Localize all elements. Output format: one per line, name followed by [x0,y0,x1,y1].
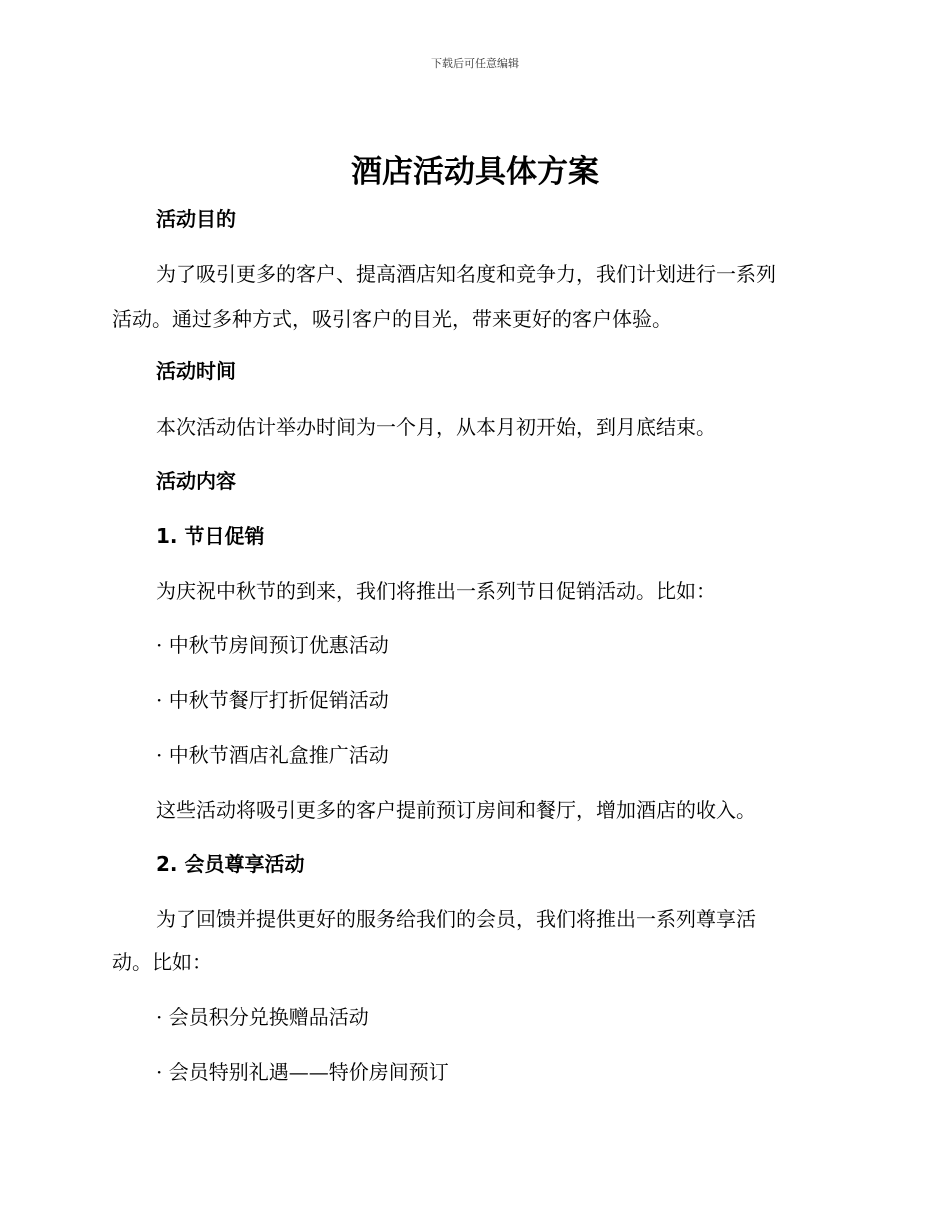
document-title: 酒店活动具体方案 [351,154,599,190]
purpose-paragraph-line-1: 为了吸引更多的客户、提高酒店知名度和竞争力，我们计划进行一系列 [156,262,776,286]
time-paragraph: 本次活动估计举办时间为一个月，从本月初开始，到月底结束。 [156,415,716,439]
subsection-heading-festival-promotion: 1. 节日促销 [156,524,265,548]
list-item: · 中秋节房间预订优惠活动 [156,633,389,657]
section-heading-content: 活动内容 [156,469,236,493]
section-heading-purpose: 活动目的 [156,207,236,231]
subsection-heading-member-activity: 2. 会员尊享活动 [156,852,305,876]
purpose-paragraph-line-2: 活动。通过多种方式，吸引客户的目光，带来更好的客户体验。 [112,307,672,331]
section-heading-time: 活动时间 [156,359,236,383]
member-activity-intro-line-2: 动。比如： [112,950,212,974]
member-activity-intro-line-1: 为了回馈并提供更好的服务给我们的会员，我们将推出一系列尊享活 [156,907,756,931]
list-item: · 中秋节酒店礼盒推广活动 [156,743,389,767]
list-item: · 会员积分兑换赠品活动 [156,1005,369,1029]
festival-promotion-summary: 这些活动将吸引更多的客户提前预订房间和餐厅，增加酒店的收入。 [156,798,756,822]
list-item: · 会员特别礼遇——特价房间预订 [156,1060,449,1084]
festival-promotion-intro: 为庆祝中秋节的到来，我们将推出一系列节日促销活动。比如： [156,579,716,603]
list-item: · 中秋节餐厅打折促销活动 [156,688,389,712]
page-header-note: 下载后可任意编辑 [431,57,519,70]
